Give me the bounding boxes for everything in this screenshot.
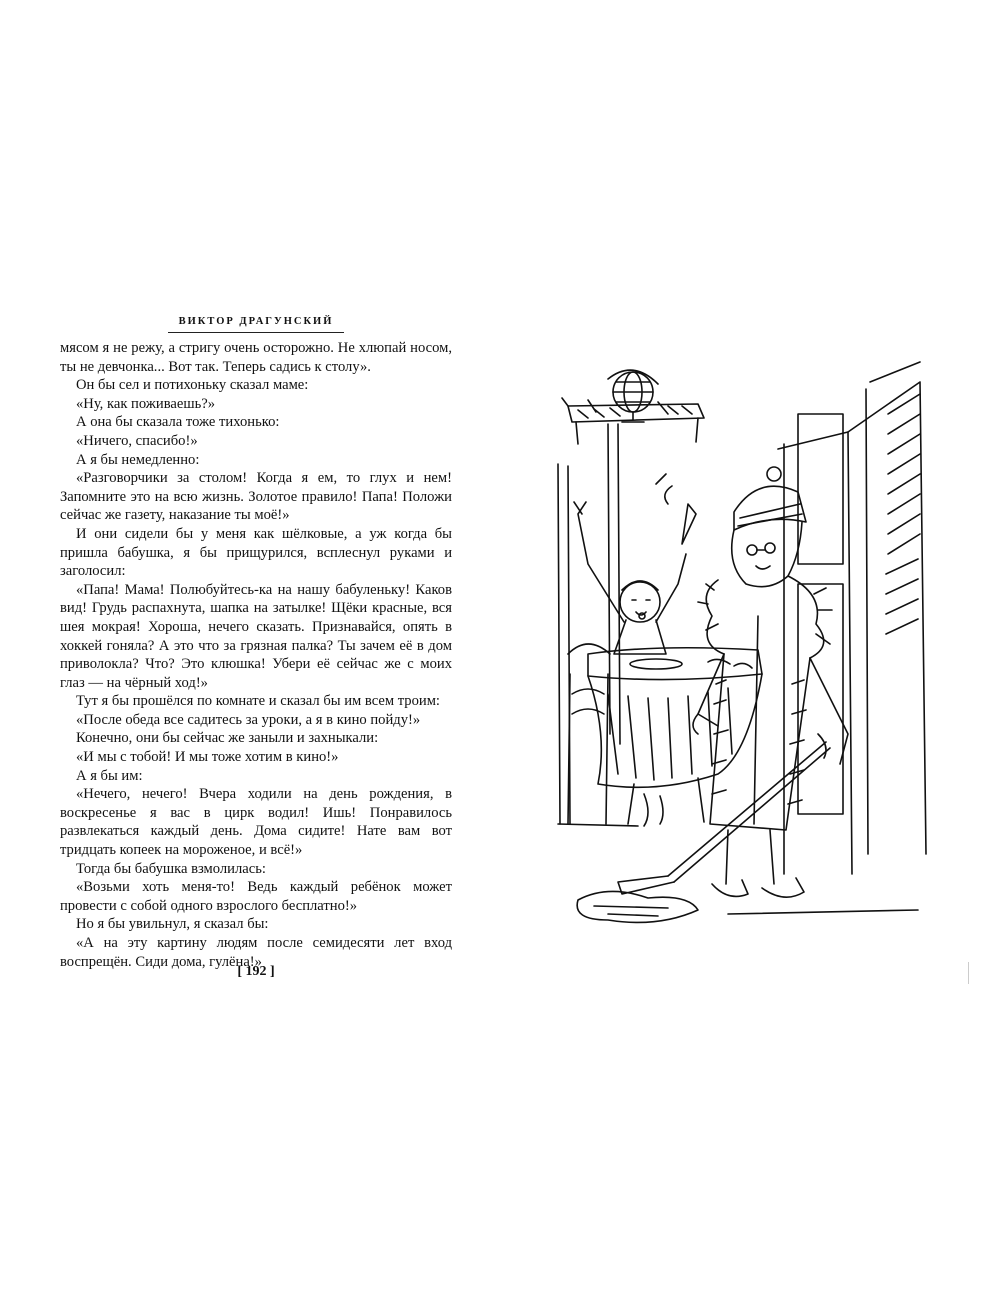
paragraph: «А на эту картину людям после семидесяти лет вход воспрещён. Сиди дома, гулёна!» xyxy=(60,935,452,970)
paragraph: «Папа! Мама! Полюбуйтесь-ка на нашу бабуленьку! Каков вид! Грудь распахнута, шапка на затылке! Щёки красные, вся шея мокрая! Хороша, нечего сказать. Признавайся, опять в хоккей гоняла? А это что за грязная палка? Ты зачем её в дом приволокла? Что? Это клюшка! Убери её сейчас же с моих глаз — на чёрный ход!» xyxy=(60,581,452,691)
paragraph: Тут я бы прошёлся по комнате и сказал бы им всем троим: xyxy=(76,693,440,710)
left-page xyxy=(60,306,452,971)
paragraph: «Разговорчики за столом! Когда я ем, то глух и нем! Запомните это на всю жизнь. Золотое правило! Папа! Положи сейчас же газету, наказание ты моё!» xyxy=(60,470,452,524)
illustration-drawing xyxy=(548,354,928,944)
paragraph: «Ну, как поживаешь?» xyxy=(76,395,216,412)
boy-drawing xyxy=(574,474,696,654)
ink-illustration xyxy=(548,354,928,944)
paragraph: «Ничего, спасибо!» xyxy=(76,432,198,449)
paragraph: Но я бы увильнул, я сказал бы: xyxy=(76,916,269,933)
paragraph: «Нечего, нечего! Вчера ходили на день рождения, в воскресенье я вас в цирк водил! Ишь! Понравилось развлекаться каждый день. Дома сидите! Нате вам вот тридцать копеек на мороженое, и всё!» xyxy=(60,786,452,859)
running-title-rule xyxy=(168,332,344,333)
page-edge-mark xyxy=(968,962,969,984)
globe-drawing xyxy=(608,370,658,422)
paragraph: А я бы им: xyxy=(76,767,143,784)
body-text xyxy=(60,339,452,971)
page-number: [ 192 ] xyxy=(237,964,275,979)
paragraph: мясом я не режу, а стригу очень осторожно. Не хлюпай носом, ты не девчонка... Вот так. Теперь садись к столу». xyxy=(60,340,452,375)
paragraph: «После обеда все садитесь за уроки, а я в кино пойду!» xyxy=(76,711,421,728)
paragraph: «И мы с тобой! И мы тоже хотим в кино!» xyxy=(76,749,339,766)
grandmother-drawing xyxy=(693,467,848,897)
paragraph: Конечно, они бы сейчас же заныли и захныкали: xyxy=(76,730,379,747)
paragraph: А я бы немедленно: xyxy=(76,451,200,468)
paragraph: Тогда бы бабушка взмолилась: xyxy=(76,860,266,877)
paragraph: А она бы сказала тоже тихонько: xyxy=(76,414,280,431)
hockey-stick-drawing xyxy=(618,742,830,894)
running-title: ВИКТОР ДРАГУНСКИЙ xyxy=(178,316,334,327)
paragraph: Он бы сел и потихоньку сказал маме: xyxy=(76,377,309,394)
paragraph: И они сидели бы у меня как шёлковые, а уж когда бы пришла бабушка, я бы прищурился, всплеснул руками и заголосил: xyxy=(60,525,452,580)
paragraph: «Возьми хоть меня-то! Ведь каждый ребёнок может провести с собой одного взрослого бесплатно!» xyxy=(60,879,452,914)
